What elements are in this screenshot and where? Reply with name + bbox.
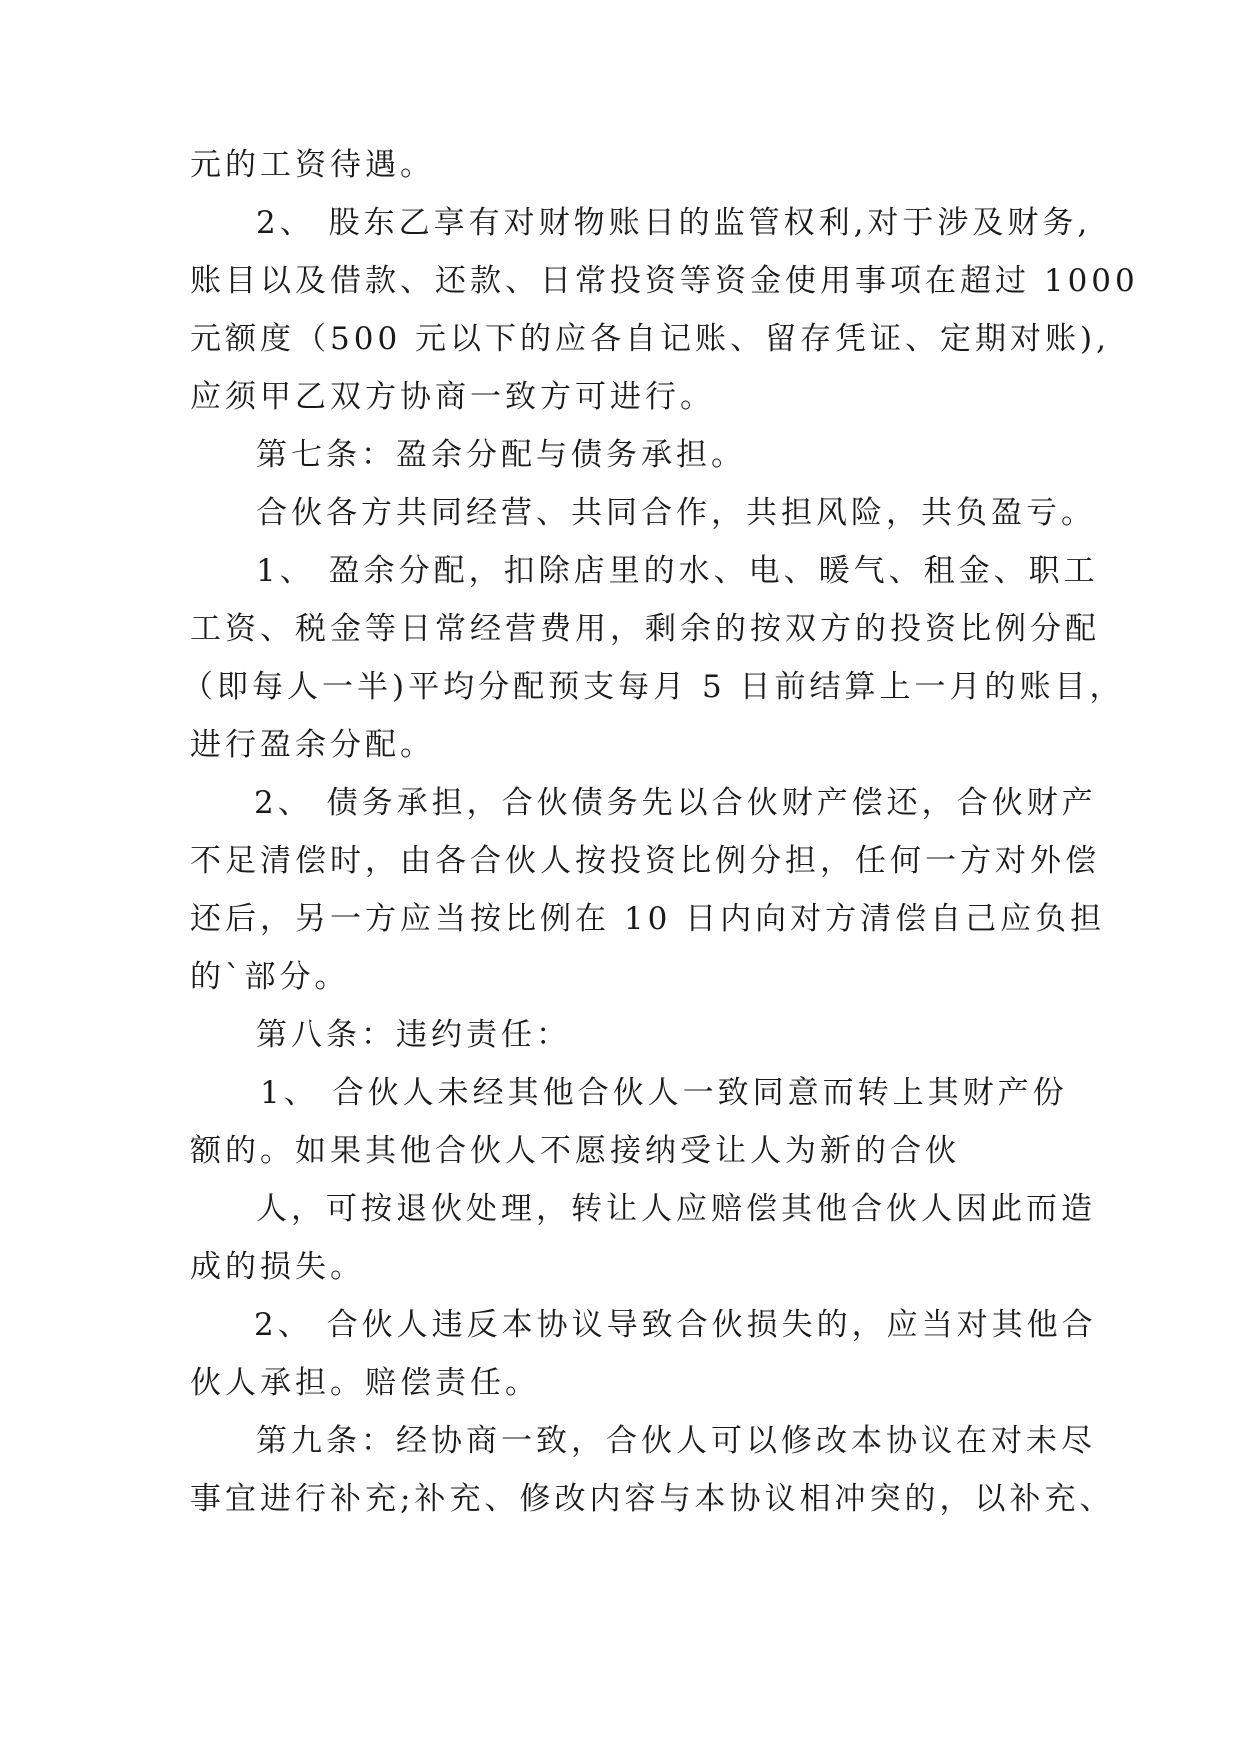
text-line: 额的。如果其他合伙人不愿接纳受让人为新的合伙 xyxy=(190,1133,960,1169)
section-heading: 第八条：违约责任： xyxy=(256,1017,571,1053)
text-line: 1、 盈余分配，扣除店里的水、电、暖气、租金、职工 xyxy=(256,553,1099,589)
text-line: 不足清偿时，由各合伙人按投资比例分担，任何一方对外偿 xyxy=(190,843,1100,879)
text-line: 1、 合伙人未经其他合伙人一致同意而转上其财产份 xyxy=(260,1075,1068,1111)
text-line: 成的损失。 xyxy=(190,1249,365,1285)
text-line: 还后，另一方应当按比例在 10 日内向对方清偿自己应负担 xyxy=(190,901,1106,937)
text-line: 合伙各方共同经营、共同合作，共担风险，共负盈亏。 xyxy=(256,495,1096,531)
text-line: 应须甲乙双方协商一致方可进行。 xyxy=(190,379,715,415)
text-line: 工资、税金等日常经营费用，剩余的按双方的投资比例分配 xyxy=(190,611,1100,647)
text-line: 账目以及借款、还款、日常投资等资金使用事项在超过 1000 xyxy=(190,263,1139,299)
text-line: 事宜进行补充;补充、修改内容与本协议相冲突的，以补充、 xyxy=(190,1481,1115,1517)
text-line: 2、 债务承担，合伙债务先以合伙财产偿还，合伙财产 xyxy=(254,785,1097,821)
text-line: 的`部分。 xyxy=(190,959,350,995)
text-line: 伙人承担。赔偿责任。 xyxy=(190,1365,540,1401)
text-line: 2、 股东乙享有对财物账日的监管权利,对于涉及财务, xyxy=(256,205,1092,241)
section-heading: 第九条：经协商一致，合伙人可以修改本协议在对未尽 xyxy=(256,1423,1096,1459)
text-line: 2、 合伙人违反本协议导致合伙损失的，应当对其他合 xyxy=(254,1307,1097,1343)
text-line: 元额度（500 元以下的应各自记账、留存凭证、定期对账), xyxy=(190,321,1110,357)
text-line: （即每人一半)平均分配预支每月 5 日前结算上一月的账目， xyxy=(182,669,1125,705)
section-heading: 第七条：盈余分配与债务承担。 xyxy=(256,437,746,473)
text-line: 进行盈余分配。 xyxy=(190,727,435,763)
text-line: 元的工资待遇。 xyxy=(190,147,435,183)
text-line: 人，可按退伙处理，转让人应赔偿其他合伙人因此而造 xyxy=(256,1191,1096,1227)
